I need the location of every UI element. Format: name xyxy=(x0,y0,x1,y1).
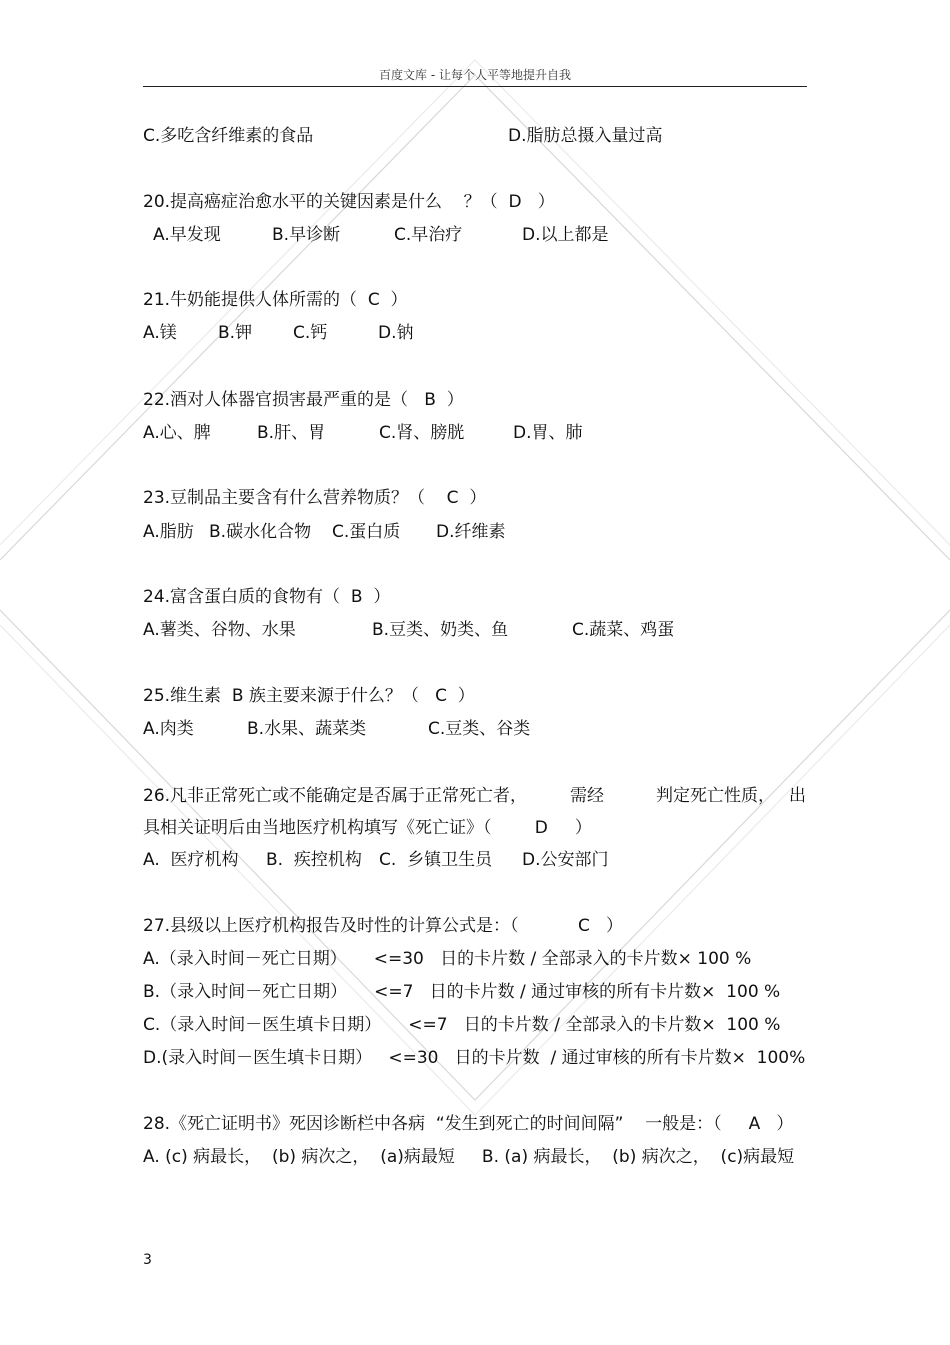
q26-option-c: C. 乡镇卫生员 xyxy=(379,850,493,870)
q22-option-a: A.心、脾 xyxy=(143,423,211,443)
q22-option-c: C.肾、膀胱 xyxy=(379,423,465,443)
q28-stem: 28.《死亡证明书》死因诊断栏中各病 “发生到死亡的时间间隔” 一般是：（ A ） xyxy=(143,1114,794,1134)
q23-stem: 23.豆制品主要含有什么营养物质？（ C ） xyxy=(143,488,487,508)
q26-stem-line1-part2: 需经 xyxy=(570,786,604,806)
q27-option-d: D.(录入时间－医生填卡日期） <=30 日的卡片数 / 通过审核的所有卡片数× 100% xyxy=(143,1048,806,1068)
q26-stem-line1-part4: 出 xyxy=(789,786,806,806)
q20-option-c: C.早治疗 xyxy=(394,225,463,245)
q25-stem: 25.维生素 B 族主要来源于什么？（ C ） xyxy=(143,686,475,706)
q21-option-d: D.钠 xyxy=(378,323,414,343)
q21-option-c: C.钙 xyxy=(293,323,328,343)
q21-stem: 21.牛奶能提供人体所需的（ C ） xyxy=(143,290,408,310)
q22-option-d: D.胃、肺 xyxy=(513,423,583,443)
q20-option-d: D.以上都是 xyxy=(522,225,609,245)
q26-stem-line2: 具相关证明后由当地医疗机构填写《死亡证》（ D ） xyxy=(143,818,592,838)
q19-option-c: C.多吃含纤维素的食品 xyxy=(143,126,314,146)
q27-stem: 27.县级以上医疗机构报告及时性的计算公式是：（ C ） xyxy=(143,916,624,936)
q24-option-c: C.蔬菜、鸡蛋 xyxy=(572,620,675,640)
q26-stem-line1-part1: 26.凡非正常死亡或不能确定是否属于正常死亡者， xyxy=(143,786,528,806)
q23-option-b: B.碳水化合物 xyxy=(209,522,312,542)
q25-option-b: B.水果、蔬菜类 xyxy=(247,719,367,739)
page-header: 百度文库 - 让每个人平等地提升自我 xyxy=(379,68,571,82)
q21-option-a: A.镁 xyxy=(143,323,177,343)
q24-option-b: B.豆类、奶类、鱼 xyxy=(372,620,509,640)
q24-stem: 24.富含蛋白质的食物有（ B ） xyxy=(143,587,391,607)
q20-option-a: A.早发现 xyxy=(153,225,221,245)
q22-stem: 22.酒对人体器官损害最严重的是（ B ） xyxy=(143,390,464,410)
q25-option-a: A.肉类 xyxy=(143,719,194,739)
q27-option-b: B.（录入时间－死亡日期） <=7 日的卡片数 / 通过审核的所有卡片数× 100 % xyxy=(143,982,781,1002)
q22-option-b: B.肝、胃 xyxy=(257,423,326,443)
q19-option-d: D.脂肪总摄入量过高 xyxy=(508,126,663,146)
q27-option-a: A.（录入时间－死亡日期） <=30 日的卡片数 / 全部录入的卡片数× 100 % xyxy=(143,949,752,969)
q26-stem-line1-part3: 判定死亡性质， xyxy=(656,786,775,806)
q20-option-b: B.早诊断 xyxy=(272,225,341,245)
q20-stem: 20.提高癌症治愈水平的关键因素是什么 ？（ D ） xyxy=(143,192,555,212)
header-divider xyxy=(143,86,807,87)
q25-option-c: C.豆类、谷类 xyxy=(428,719,531,739)
q23-option-c: C.蛋白质 xyxy=(332,522,401,542)
q26-option-d: D.公安部门 xyxy=(522,850,609,870)
page-number: 3 xyxy=(143,1252,152,1268)
q28-options: A. (c) 病最长， (b) 病次之， (a)病最短 B. (a) 病最长， (b) 病次之， (c)病最短 xyxy=(143,1147,795,1167)
q26-option-a: A. 医疗机构 xyxy=(143,850,239,870)
q26-option-b: B. 疾控机构 xyxy=(266,850,362,870)
q27-option-c: C.（录入时间－医生填卡日期） <=7 日的卡片数 / 全部录入的卡片数× 100 % xyxy=(143,1015,781,1035)
q23-option-a: A.脂肪 xyxy=(143,522,194,542)
q24-option-a: A.薯类、谷物、水果 xyxy=(143,620,296,640)
q21-option-b: B.钾 xyxy=(218,323,253,343)
q23-option-d: D.纤维素 xyxy=(436,522,506,542)
